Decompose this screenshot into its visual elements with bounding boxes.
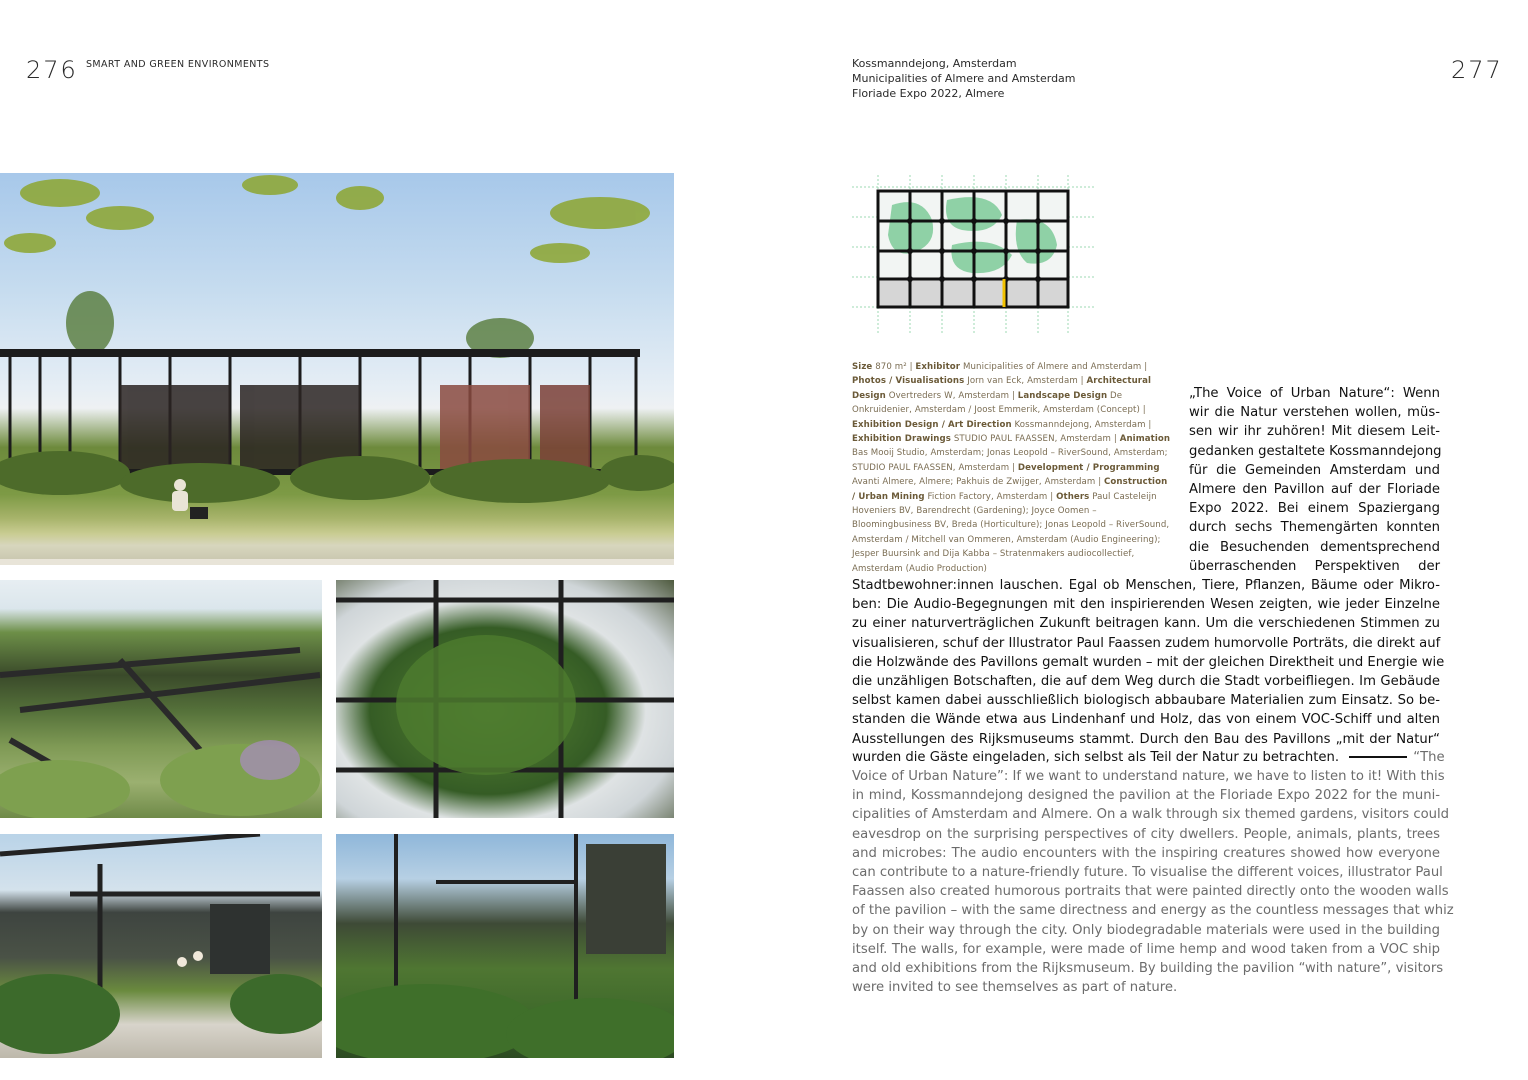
german-text-line: zu einer naturverträglichen Zukunft beitragen kann. Um die verschiedenen Stimmen zu — [852, 616, 1440, 632]
aerial-garden-photo — [336, 580, 674, 818]
english-text-line: of the pavilion – with the same directness and energy as the countless messages that whiz — [852, 903, 1454, 919]
pavilion-interior-garden-photo — [336, 834, 674, 1058]
german-text-line: Expo 2022. Bei einem Spaziergang — [1189, 501, 1440, 517]
german-text-line: die Holzwände des Pavillons gemalt wurden – mit der gleichen Direktheit und Energie wie — [852, 654, 1445, 670]
german-text-line: selbst kamen dabei ausschließlich biologisch abbaubare Materialien zum Einsatz. So be- — [852, 693, 1440, 709]
english-text-line: and old exhibitions from the Rijksmuseum. By building the pavilion “with nature”, visitors — [852, 961, 1444, 977]
garden-overview-photo — [0, 580, 322, 818]
project-location: Floriade Expo 2022, Almere — [852, 87, 1005, 100]
credit-key: Size — [852, 362, 873, 372]
german-text-line: Almere den Pavillon auf der Floriade — [1189, 482, 1440, 498]
german-text-full — [852, 576, 1445, 749]
english-text-line: can contribute to a nature-friendly future. To visualise the different voices, illustrator Paul — [852, 865, 1443, 881]
credit-value: Bas Mooij Studio, Amsterdam; Jonas Leopold – RiverSound, Amsterdam; STUDIO PAUL FAASSEN, Amsterdam | — [852, 448, 1168, 473]
page-number-left: 276 — [26, 56, 78, 84]
german-text-line: für die Gemeinden Amsterdam und — [1189, 462, 1440, 478]
german-text-line: Stadtbewohner:innen lauschen. Egal ob Menschen, Tiere, Pflanzen, Bäume oder Mikro- — [852, 578, 1440, 593]
credit-value: STUDIO PAUL FAASSEN, Amsterdam | — [950, 434, 1120, 445]
english-text-line: by on their way through the city. Only biodegradable materials were used in the building — [852, 922, 1440, 938]
german-text-line: überraschenden Perspektiven der — [1189, 558, 1440, 574]
german-text-line: die unzähligen Botschaften, die auf dem Weg durch die Stadt vorbeifliegen. Im Gebäude — [852, 674, 1440, 690]
german-text-line: die Besuchenden dementsprechend — [1189, 539, 1440, 555]
pavilion-exterior-photo — [0, 173, 674, 565]
german-text-line: standen die Wände etwa aus Lindenhanf und Holz, das von einem VOC-Schiff und alten — [852, 712, 1440, 728]
courtyard-visitors-photo — [0, 834, 322, 1058]
credit-key: Landscape Design — [1017, 390, 1108, 401]
german-text-line: gedanken gestaltete Kossmanndejong — [1189, 443, 1442, 459]
english-text-line: Faassen also created humorous portraits that were painted directly onto the wooden walls — [852, 884, 1449, 900]
german-text-column — [1189, 384, 1440, 576]
credit-key: Construction / Urban Mining — [852, 477, 1168, 502]
german-text-line: ben: Die Audio-Begegnungen mit den inspirierenden Wesen zeigten, wie jeder Einzelne — [852, 597, 1440, 613]
credit-key: Animation — [1119, 434, 1171, 445]
separator-rule — [1349, 756, 1407, 758]
credit-key: Others — [1056, 491, 1090, 502]
english-text-line: in mind, Kossmanndejong designed the pavilion at the Floriade Expo 2022 for the muni- — [852, 788, 1440, 804]
german-text-line: visualisieren, schuf der Illustrator Paul Faassen zudem humorvolle Porträts, die direkt auf — [852, 635, 1441, 651]
credit-value: Avanti Almere, Almere; Pakhuis de Zwijger, Amsterdam | — [852, 477, 1105, 488]
english-text-line: were invited to see themselves as part of nature. — [852, 980, 1178, 996]
german-text-line: wir die Natur verstehen wollen, müs- — [1189, 405, 1440, 421]
credit-key: Exhibitor — [915, 362, 961, 372]
floor-plan-diagram — [852, 175, 1096, 335]
credit-key: Development / Programming — [1017, 462, 1160, 473]
credit-value: Fiction Factory, Amsterdam | — [924, 491, 1057, 502]
english-text-line: eavesdrop on the surprising perspectives of city dwellers. People, animals, plants, trees — [852, 826, 1440, 842]
german-text-line: sen wir ihr zuhören! Mit diesem Leit- — [1189, 424, 1440, 440]
credit-value: De Onkruidenier, Amsterdam / Joost Emmerik, Amsterdam (Concept) | — [852, 390, 1146, 416]
project-designer: Kossmanndejong, Amsterdam — [852, 57, 1017, 70]
credit-value: Municipalities of Almere and Amsterdam | — [960, 362, 1148, 372]
project-credits — [852, 360, 1172, 576]
german-text-line: Ausstellungen des Rijksmuseums stammt. Durch den Bau des Pavillons „mit der Natur“ — [852, 731, 1440, 747]
credit-value: Paul Casteleijn Hoveniers BV, Barendrecht (Gardening); Joyce Oomen – Bloomingbusiness BV, Breda (Horticulture); Jonas Leopold – RiverSound, Amsterdam / Mitchell van Ommeren, Amsterdam (Audio Engineering); Jesper Buursink and Dija Kabba – Stratenmakers audiocollectief, Amsterdam (Audio Production) — [852, 491, 1170, 574]
credit-value: Jorn van Eck, Amsterdam | — [964, 376, 1087, 387]
english-text-line: cipalities of Amsterdam and Almere. On a walk through six themed gardens, visitors could — [852, 807, 1450, 823]
credit-key: Photos / Visualisations — [852, 376, 965, 387]
language-separator-line — [852, 748, 1445, 767]
english-text — [852, 767, 1454, 997]
english-text-start: “The — [1413, 750, 1445, 765]
credit-key: Exhibition Design / Art Direction — [852, 419, 1012, 430]
english-text-line: and microbes: The audio encounters with the inspiring creatures showed how everyone — [852, 845, 1440, 861]
project-header — [852, 56, 1076, 101]
german-text-line: „The Voice of Urban Nature“: Wenn — [1189, 386, 1440, 401]
credit-value: 870 m² | — [872, 362, 916, 372]
german-text-end: wurden die Gäste eingeladen, sich selbst als Teil der Natur zu betrachten. — [852, 750, 1340, 765]
credit-value: Kossmanndejong, Amsterdam | — [1011, 419, 1152, 430]
credit-key: Exhibition Drawings — [852, 434, 951, 445]
project-client: Municipalities of Almere and Amsterdam — [852, 72, 1076, 85]
english-text-line: Voice of Urban Nature”: If we want to understand nature, we have to listen to it! With this — [852, 769, 1445, 784]
german-text-line: durch sechs Themengärten konnten — [1189, 520, 1440, 536]
section-title: SMART AND GREEN ENVIRONMENTS — [86, 59, 270, 70]
english-text-line: itself. The walls, for example, were made of lime hemp and wood taken from a VOC ship — [852, 941, 1440, 957]
credit-key: Architectural Design — [852, 376, 1152, 401]
credit-value: Overtreders W, Amsterdam | — [885, 390, 1018, 401]
page-number-right: 277 — [1451, 56, 1503, 84]
